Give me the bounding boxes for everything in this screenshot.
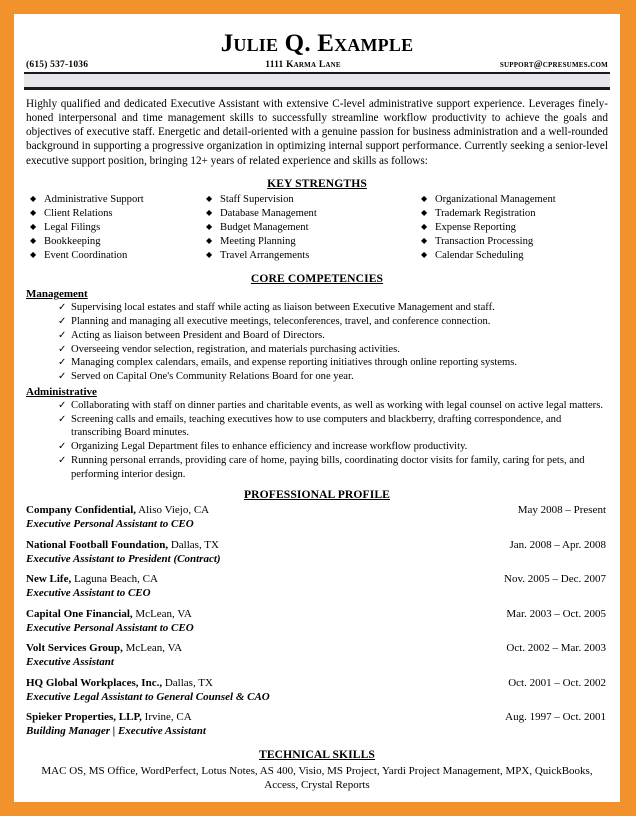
job-dates: Mar. 2003 – Oct. 2005: [506, 607, 606, 620]
job-entry: [24, 573, 610, 601]
section-heading-professional-profile: PROFESSIONAL PROFILE: [244, 488, 390, 502]
key-strength-item: [421, 235, 606, 249]
job-company: Volt Services Group,: [26, 642, 123, 655]
competency-item: [24, 356, 610, 370]
job-header-line: [24, 608, 610, 622]
competency-item: [24, 315, 610, 329]
diamond-bullet-icon: ◆: [206, 250, 213, 260]
diamond-bullet-icon: ◆: [421, 236, 428, 246]
job-location: McLean, VA: [132, 607, 192, 620]
checkmark-bullet-icon: ✓: [58, 441, 67, 453]
key-strength-item: [206, 249, 421, 263]
competency-group-title: Administrative: [26, 385, 97, 398]
job-company: Capital One Financial,: [26, 607, 133, 620]
job-header-line: [24, 573, 610, 587]
competency-text: Organizing Legal Department files to enhance efficiency and increase workflow productivity.: [71, 441, 468, 453]
checkmark-bullet-icon: ✓: [58, 329, 67, 341]
job-header-line: [24, 539, 610, 553]
job-header-line: [24, 504, 610, 518]
competency-text: Managing complex calendars, emails, and expense reporting initiatives through online reporting systems.: [71, 357, 518, 369]
key-strength-label: Budget Management: [220, 222, 309, 234]
job-title: Executive Legal Assistant to General Counsel & CAO: [26, 690, 270, 703]
competency-item: [24, 370, 610, 384]
checkmark-bullet-icon: ✓: [58, 302, 67, 314]
job-title: Building Manager | Executive Assistant: [26, 725, 206, 738]
key-strength-label: Expense Reporting: [435, 222, 516, 234]
job-dates: Jan. 2008 – Apr. 2008: [509, 538, 606, 551]
diamond-bullet-icon: ◆: [206, 222, 213, 232]
competency-group-title: Management: [26, 288, 88, 301]
key-strength-label: Transaction Processing: [435, 236, 534, 248]
competency-text: Overseeing vendor selection, registration, and materials purchasing activities.: [71, 343, 400, 355]
checkmark-bullet-icon: ✓: [58, 399, 67, 411]
job-company: HQ Global Workplaces, Inc.,: [26, 676, 163, 689]
key-strength-item: [421, 249, 606, 263]
key-strengths-columns: [24, 193, 610, 263]
competency-text: Planning and managing all executive meetings, teleconferences, travel, and conference connection.: [71, 316, 491, 328]
section-heading-core-competencies: CORE COMPETENCIES: [250, 272, 384, 286]
checkmark-bullet-icon: ✓: [58, 343, 67, 355]
job-entry: [24, 642, 610, 670]
key-strength-item: [421, 207, 606, 221]
diamond-bullet-icon: ◆: [421, 193, 428, 203]
job-company: Company Confidential,: [26, 504, 137, 517]
job-dates: May 2008 – Present: [517, 504, 606, 517]
diamond-bullet-icon: ◆: [30, 222, 37, 232]
job-title: Executive Assistant to President (Contract): [26, 552, 221, 565]
job-company: National Football Foundation,: [26, 538, 169, 551]
job-location: McLean, VA: [122, 642, 183, 655]
key-strength-label: Trademark Registration: [435, 207, 536, 219]
competency-text: Screening calls and emails, teaching executives how to use computers and blackberry, drafting correspondence, and transcribing Board minutes.: [71, 413, 562, 439]
summary-paragraph: Highly qualified and dedicated Executive Assistant with extensive C-level administrative support experience. Leverages finely-honed interpersonal and time management skills to successfully streamline workflow productivity to achieve the goals and objectives of executive staff. Energetic and detail-oriented with a genuine passion for business administration and a well-rounded background in supporting a progressive organization in optimizing internal support performance. Currently seeking a senior-level executive support position, bringing 12+ years of related experience and skills as follows:: [26, 97, 608, 167]
job-company-location: [26, 608, 506, 622]
key-strengths-column-3: [421, 193, 606, 263]
key-strength-item: [421, 221, 606, 235]
job-title: Executive Assistant: [26, 656, 114, 669]
diamond-bullet-icon: ◆: [421, 207, 428, 217]
key-strengths-column-1: [30, 193, 206, 263]
diamond-bullet-icon: ◆: [421, 250, 428, 260]
section-heading-technical-skills: TECHNICAL SKILLS: [259, 747, 375, 761]
job-header-line: [24, 711, 610, 725]
key-strengths-column-2: [206, 193, 421, 263]
job-entry: [24, 608, 610, 636]
key-strength-label: Travel Arrangements: [220, 250, 310, 262]
competency-text: Running personal errands, providing care of home, paying bills, coordinating doctor visits for family, caring for pets, and performing interior design.: [71, 454, 585, 480]
core-competencies-groups: [24, 288, 610, 481]
competency-item: [24, 399, 610, 413]
job-company-location: [26, 573, 504, 587]
header-band: [24, 74, 610, 87]
diamond-bullet-icon: ◆: [206, 207, 213, 217]
job-dates: Nov. 2005 – Dec. 2007: [504, 573, 606, 586]
job-title: Executive Personal Assistant to CEO: [26, 621, 194, 634]
key-strength-item: [30, 235, 206, 249]
checkmark-bullet-icon: ✓: [58, 371, 67, 383]
key-strength-item: [206, 207, 421, 221]
job-location: Dallas, TX: [162, 676, 213, 689]
resume-page: [14, 14, 620, 802]
checkmark-bullet-icon: ✓: [58, 357, 67, 369]
job-company-location: [26, 677, 508, 691]
job-list: [24, 504, 610, 739]
diamond-bullet-icon: ◆: [421, 222, 428, 232]
competency-item: [24, 301, 610, 315]
key-strength-item: [30, 207, 206, 221]
checkmark-bullet-icon: ✓: [58, 454, 67, 466]
job-entry: [24, 539, 610, 567]
job-entry: [24, 504, 610, 532]
job-location: Aliso Viejo, CA: [136, 504, 210, 517]
technical-skills-text: MAC OS, MS Office, WordPerfect, Lotus Notes, AS 400, Visio, MS Project, Yardi Project Management, MPX, QuickBooks, Access, Crystal Reports: [41, 764, 593, 792]
job-dates: Oct. 2001 – Oct. 2002: [508, 676, 606, 689]
key-strength-label: Client Relations: [44, 207, 113, 219]
job-dates: Aug. 1997 – Oct. 2001: [505, 711, 606, 724]
competency-item: [24, 454, 610, 482]
competency-item: [24, 343, 610, 357]
job-location: Dallas, TX: [168, 538, 219, 551]
key-strength-label: Database Management: [220, 207, 317, 219]
contact-address: 1111 Karma Lane: [265, 60, 341, 70]
key-strength-item: [30, 249, 206, 263]
contact-phone: (615) 537-1036: [26, 60, 89, 70]
job-company: New Life,: [26, 573, 72, 586]
key-strength-item: [30, 193, 206, 207]
key-strength-item: [206, 221, 421, 235]
diamond-bullet-icon: ◆: [30, 250, 37, 260]
job-header-line: [24, 642, 610, 656]
key-strength-item: [30, 221, 206, 235]
key-strength-label: Calendar Scheduling: [435, 250, 524, 262]
section-heading-key-strengths: KEY STRENGTHS: [267, 176, 367, 190]
header-rule-bottom: [24, 87, 610, 89]
key-strength-label: Event Coordination: [44, 250, 128, 262]
competency-item: [24, 413, 610, 441]
key-strength-label: Administrative Support: [44, 193, 144, 205]
job-header-line: [24, 677, 610, 691]
competency-item: [24, 440, 610, 454]
competency-text: Supervising local estates and staff while acting as liaison between Executive Management and staff.: [71, 302, 495, 314]
key-strength-item: [421, 193, 606, 207]
job-title: Executive Assistant to CEO: [26, 587, 151, 600]
job-company-location: [26, 642, 506, 656]
contact-row: [24, 57, 610, 72]
contact-email: support@cpresumes.com: [499, 60, 608, 70]
job-location: Irvine, CA: [141, 711, 192, 724]
diamond-bullet-icon: ◆: [30, 236, 37, 246]
job-company: Spieker Properties, LLP,: [26, 711, 142, 724]
competency-item: [24, 329, 610, 343]
key-strength-label: Meeting Planning: [220, 236, 296, 248]
checkmark-bullet-icon: ✓: [58, 413, 67, 425]
job-company-location: [26, 539, 509, 553]
job-entry: [24, 677, 610, 705]
diamond-bullet-icon: ◆: [206, 236, 213, 246]
key-strength-item: [206, 235, 421, 249]
key-strength-label: Organizational Management: [435, 193, 556, 205]
job-entry: [24, 711, 610, 739]
job-company-location: [26, 711, 505, 725]
job-dates: Oct. 2002 – Mar. 2003: [506, 642, 606, 655]
diamond-bullet-icon: ◆: [206, 193, 213, 203]
competency-text: Acting as liaison between President and Board of Directors.: [71, 329, 325, 341]
diamond-bullet-icon: ◆: [30, 207, 37, 217]
key-strength-item: [206, 193, 421, 207]
checkmark-bullet-icon: ✓: [58, 316, 67, 328]
competency-text: Collaborating with staff on dinner parties and charitable events, as well as working with legal counsel on active legal matters.: [71, 399, 603, 411]
job-title: Executive Personal Assistant to CEO: [26, 518, 194, 531]
key-strength-label: Legal Filings: [44, 222, 101, 234]
diamond-bullet-icon: ◆: [30, 193, 37, 203]
job-location: Laguna Beach, CA: [71, 573, 158, 586]
competency-text: Served on Capital One's Community Relations Board for one year.: [71, 371, 354, 383]
key-strength-label: Staff Supervision: [220, 193, 294, 205]
job-company-location: [26, 504, 518, 518]
applicant-name: Julie Q. Example: [220, 30, 414, 57]
key-strength-label: Bookkeeping: [44, 236, 101, 248]
